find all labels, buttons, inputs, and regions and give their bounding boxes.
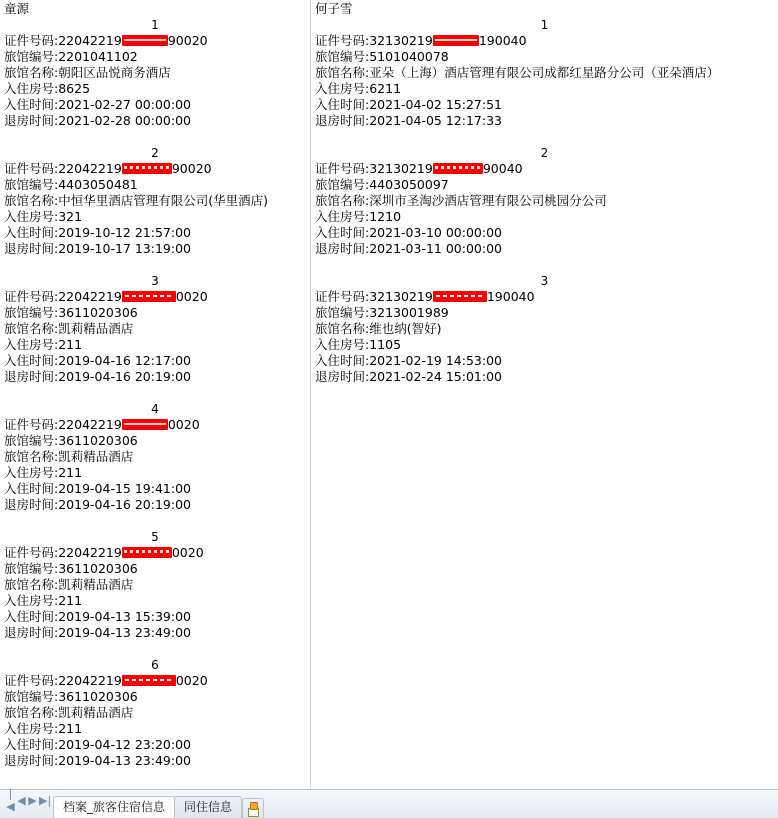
field-label: 证件号码: [315, 161, 370, 176]
field-value: 6211 [369, 81, 402, 96]
field-label: 退房时间: [4, 241, 59, 256]
field-label: 入住时间: [315, 353, 370, 368]
field-value: 2019-04-13 15:39:00 [58, 609, 191, 624]
field-value: 凯莉精品酒店 [58, 321, 134, 336]
spacer-row [311, 257, 778, 273]
id-number-prefix: 22042219 [58, 33, 122, 48]
record-index: 2 [540, 146, 549, 160]
field-label: 退房时间: [4, 753, 59, 768]
field-label: 证件号码: [315, 33, 370, 48]
record-field[interactable] [0, 737, 310, 753]
field-value: 2019-04-13 23:49:00 [58, 753, 191, 768]
field-value: 2021-04-02 15:27:51 [369, 97, 502, 112]
field-value: 2201041102 [58, 49, 138, 64]
record-field[interactable] [0, 625, 310, 641]
record-index: 1 [540, 18, 549, 32]
field-label: 旅馆名称: [315, 321, 370, 336]
redaction-mark [122, 547, 172, 558]
record-field[interactable] [0, 241, 310, 257]
field-value: 3611020306 [58, 433, 138, 448]
field-value: 3611020306 [58, 689, 138, 704]
record-group [311, 17, 778, 145]
record-field[interactable] [0, 321, 310, 337]
record-field[interactable] [311, 305, 778, 321]
field-label: 入住时间: [4, 609, 59, 624]
id-number-suffix: 90040 [482, 161, 523, 176]
field-value: 2019-04-15 19:41:00 [58, 481, 191, 496]
field-label: 旅馆编号: [4, 433, 59, 448]
field-value: 321 [58, 209, 83, 224]
field-label: 旅馆编号: [315, 177, 370, 192]
record-field[interactable] [0, 481, 310, 497]
id-number-prefix: 22042219 [58, 417, 122, 432]
field-label: 旅馆名称: [315, 65, 370, 80]
field-label: 旅馆编号: [315, 305, 370, 320]
spacer-row [0, 257, 310, 273]
record-field[interactable] [311, 65, 778, 81]
field-value: 3611020306 [58, 561, 138, 576]
spacer-row [311, 385, 778, 401]
field-value: 2019-04-16 12:17:00 [58, 353, 191, 368]
field-label: 退房时间: [315, 113, 370, 128]
field-label: 证件号码: [4, 33, 59, 48]
field-label: 入住房号: [4, 209, 59, 224]
field-value: 2019-04-16 20:19:00 [58, 369, 191, 384]
record-field[interactable] [311, 33, 778, 49]
field-label: 旅馆名称: [4, 65, 59, 80]
record-field[interactable] [311, 161, 778, 177]
field-value: 朝阳区品悦商务酒店 [58, 65, 171, 80]
record-group [311, 145, 778, 273]
record-field[interactable] [0, 177, 310, 193]
record-field[interactable] [0, 561, 310, 577]
record-group [0, 273, 310, 401]
field-label: 入住时间: [315, 97, 370, 112]
field-label: 证件号码: [4, 289, 59, 304]
field-label: 入住房号: [4, 721, 59, 736]
record-field[interactable] [311, 289, 778, 305]
field-value: 2019-04-16 20:19:00 [58, 497, 191, 512]
field-value: 2019-10-12 21:57:00 [58, 225, 191, 240]
field-label: 入住时间: [4, 353, 59, 368]
record-index: 6 [151, 658, 159, 672]
spacer-row [311, 129, 778, 145]
record-group [0, 401, 310, 529]
id-number-prefix: 22042219 [58, 545, 122, 560]
field-label: 入住时间: [4, 225, 59, 240]
record-field[interactable] [0, 193, 310, 209]
field-label: 旅馆名称: [4, 705, 59, 720]
field-value: 211 [58, 721, 83, 736]
field-label: 旅馆名称: [4, 321, 59, 336]
field-label: 证件号码: [4, 673, 59, 688]
field-label: 旅馆名称: [4, 193, 59, 208]
redaction-mark [122, 675, 176, 686]
prev-sheet-icon[interactable]: ◀ [17, 793, 26, 807]
field-label: 退房时间: [4, 369, 59, 384]
sheet-nav-arrows[interactable] [0, 787, 53, 818]
id-number-prefix: 32130219 [369, 33, 433, 48]
record-field[interactable] [0, 673, 310, 689]
record-group [311, 273, 778, 401]
field-label: 入住时间: [4, 481, 59, 496]
record-field[interactable] [311, 337, 778, 353]
add-sheet-icon[interactable] [242, 798, 264, 818]
id-number-suffix: 190040 [486, 289, 535, 304]
record-group [0, 657, 310, 785]
field-value: 211 [58, 337, 83, 352]
record-group [0, 17, 310, 145]
id-number-prefix: 22042219 [58, 161, 122, 176]
record-field[interactable] [0, 33, 310, 49]
spacer-row [0, 129, 310, 145]
redaction-mark [433, 35, 479, 46]
field-value: 2019-10-17 13:19:00 [58, 241, 191, 256]
record-group [0, 529, 310, 657]
field-label: 旅馆名称: [4, 449, 59, 464]
field-value: 2021-03-10 00:00:00 [369, 225, 502, 240]
field-label: 旅馆名称: [4, 577, 59, 592]
field-label: 退房时间: [4, 625, 59, 640]
field-label: 入住房号: [4, 465, 59, 480]
record-field[interactable] [311, 113, 778, 129]
person-name-left: 童源 [4, 1, 30, 16]
column-left[interactable] [0, 0, 311, 785]
field-value: 4403050097 [369, 177, 449, 192]
record-field[interactable] [0, 97, 310, 113]
field-label: 退房时间: [315, 241, 370, 256]
sheet-tab[interactable]: 档案_旅客住宿信息 [53, 796, 175, 818]
column-right[interactable] [311, 0, 778, 401]
id-number-suffix: 90020 [171, 161, 212, 176]
record-field[interactable] [0, 209, 310, 225]
record-field[interactable] [311, 49, 778, 65]
record-field[interactable] [0, 577, 310, 593]
field-label: 入住房号: [4, 593, 59, 608]
field-value: 3611020306 [58, 305, 138, 320]
record-field[interactable] [0, 353, 310, 369]
field-value: 1210 [369, 209, 402, 224]
field-label: 证件号码: [4, 161, 59, 176]
field-value: 2021-02-19 14:53:00 [369, 353, 502, 368]
id-number-suffix: 0020 [167, 417, 200, 432]
record-field[interactable] [311, 97, 778, 113]
field-label: 入住时间: [315, 225, 370, 240]
record-field[interactable] [0, 81, 310, 97]
id-number-prefix: 32130219 [369, 161, 433, 176]
redaction-mark [433, 291, 487, 302]
field-value: 2019-04-12 23:20:00 [58, 737, 191, 752]
redaction-mark [122, 163, 172, 174]
field-value: 1105 [369, 337, 402, 352]
field-value: 深圳市圣淘沙酒店管理有限公司桃园分公司 [369, 193, 607, 208]
record-field[interactable] [311, 209, 778, 225]
redaction-mark [433, 163, 483, 174]
redaction-mark [122, 291, 176, 302]
record-field[interactable] [0, 49, 310, 65]
record-field[interactable] [0, 465, 310, 481]
record-group [0, 145, 310, 273]
field-label: 入住时间: [4, 97, 59, 112]
record-field[interactable] [0, 65, 310, 81]
field-label: 旅馆名称: [315, 193, 370, 208]
record-field[interactable] [0, 161, 310, 177]
id-number-suffix: 90020 [167, 33, 208, 48]
id-number-suffix: 190040 [478, 33, 527, 48]
record-field[interactable] [311, 193, 778, 209]
record-field[interactable] [0, 705, 310, 721]
field-label: 旅馆编号: [4, 561, 59, 576]
record-field[interactable] [311, 353, 778, 369]
field-label: 旅馆编号: [4, 305, 59, 320]
field-value: 4403050481 [58, 177, 138, 192]
record-field[interactable] [311, 225, 778, 241]
record-field[interactable] [0, 417, 310, 433]
record-field[interactable] [0, 289, 310, 305]
person-name-right: 何子雪 [315, 1, 353, 16]
field-label: 旅馆编号: [4, 689, 59, 704]
spacer-row [0, 385, 310, 401]
records-left [0, 17, 310, 785]
field-label: 旅馆编号: [4, 177, 59, 192]
record-field[interactable] [0, 689, 310, 705]
record-field[interactable] [0, 497, 310, 513]
record-index: 4 [151, 402, 159, 416]
id-number-prefix: 22042219 [58, 673, 122, 688]
redaction-mark [122, 35, 168, 46]
record-field[interactable] [311, 369, 778, 385]
field-value: 亚朵（上海）酒店管理有限公司成都红星路分公司（亚朵酒店） [369, 65, 720, 80]
field-value: 8625 [58, 81, 91, 96]
record-field[interactable] [311, 241, 778, 257]
id-number-prefix: 32130219 [369, 289, 433, 304]
records-right [311, 17, 778, 401]
field-value: 2021-02-24 15:01:00 [369, 369, 502, 384]
record-field[interactable] [0, 609, 310, 625]
field-value: 5101040078 [369, 49, 449, 64]
field-value: 2021-04-05 12:17:33 [369, 113, 502, 128]
id-number-suffix: 0020 [175, 673, 208, 688]
field-label: 证件号码: [4, 545, 59, 560]
record-field[interactable] [311, 81, 778, 97]
spacer-row [0, 513, 310, 529]
field-label: 证件号码: [4, 417, 59, 432]
first-sheet-icon[interactable]: |◀ [6, 787, 15, 813]
spacer-row [0, 769, 310, 785]
next-sheet-icon[interactable]: ▶ [28, 793, 37, 807]
field-label: 退房时间: [4, 497, 59, 512]
record-field[interactable] [0, 593, 310, 609]
record-index: 3 [540, 274, 549, 288]
record-field[interactable] [311, 321, 778, 337]
record-field[interactable] [0, 721, 310, 737]
record-field[interactable] [0, 305, 310, 321]
sheet-tabs[interactable] [53, 796, 241, 818]
record-field[interactable] [311, 177, 778, 193]
redaction-mark [122, 419, 168, 430]
field-label: 入住时间: [4, 737, 59, 752]
last-sheet-icon[interactable]: ▶| [39, 793, 52, 807]
record-field[interactable] [0, 433, 310, 449]
field-label: 旅馆编号: [4, 49, 59, 64]
field-label: 入住房号: [4, 337, 59, 352]
record-index: 5 [151, 530, 159, 544]
field-value: 2021-03-11 00:00:00 [369, 241, 502, 256]
record-index: 3 [151, 274, 159, 288]
record-field[interactable] [0, 449, 310, 465]
field-label: 入住房号: [315, 209, 370, 224]
id-number-prefix: 22042219 [58, 289, 122, 304]
id-number-suffix: 0020 [175, 289, 208, 304]
field-label: 入住房号: [4, 81, 59, 96]
record-field[interactable] [0, 113, 310, 129]
field-value: 3213001989 [369, 305, 449, 320]
sheet-tab-bar[interactable] [0, 789, 778, 818]
record-field[interactable] [0, 545, 310, 561]
record-index: 1 [151, 18, 159, 32]
field-value: 2021-02-27 00:00:00 [58, 97, 191, 112]
record-field[interactable] [0, 369, 310, 385]
spacer-row [0, 641, 310, 657]
id-number-suffix: 0020 [171, 545, 204, 560]
field-label: 退房时间: [4, 113, 59, 128]
field-value: 凯莉精品酒店 [58, 705, 134, 720]
field-label: 入住房号: [315, 337, 370, 352]
field-value: 维也纳(智好) [369, 321, 442, 336]
record-index: 2 [151, 146, 159, 160]
record-field[interactable] [0, 225, 310, 241]
sheet-tab[interactable]: 同住信息 [174, 796, 242, 818]
record-field[interactable] [0, 337, 310, 353]
field-value: 2021-02-28 00:00:00 [58, 113, 191, 128]
field-label: 入住房号: [315, 81, 370, 96]
field-label: 证件号码: [315, 289, 370, 304]
record-field[interactable] [0, 753, 310, 769]
field-value: 211 [58, 465, 83, 480]
field-value: 2019-04-13 23:49:00 [58, 625, 191, 640]
field-label: 退房时间: [315, 369, 370, 384]
field-value: 中恒华里酒店管理有限公司(华里酒店) [58, 193, 268, 208]
field-value: 凯莉精品酒店 [58, 577, 134, 592]
field-value: 211 [58, 593, 83, 608]
tab-scroll-space [264, 796, 778, 818]
field-label: 旅馆编号: [315, 49, 370, 64]
field-value: 凯莉精品酒店 [58, 449, 134, 464]
